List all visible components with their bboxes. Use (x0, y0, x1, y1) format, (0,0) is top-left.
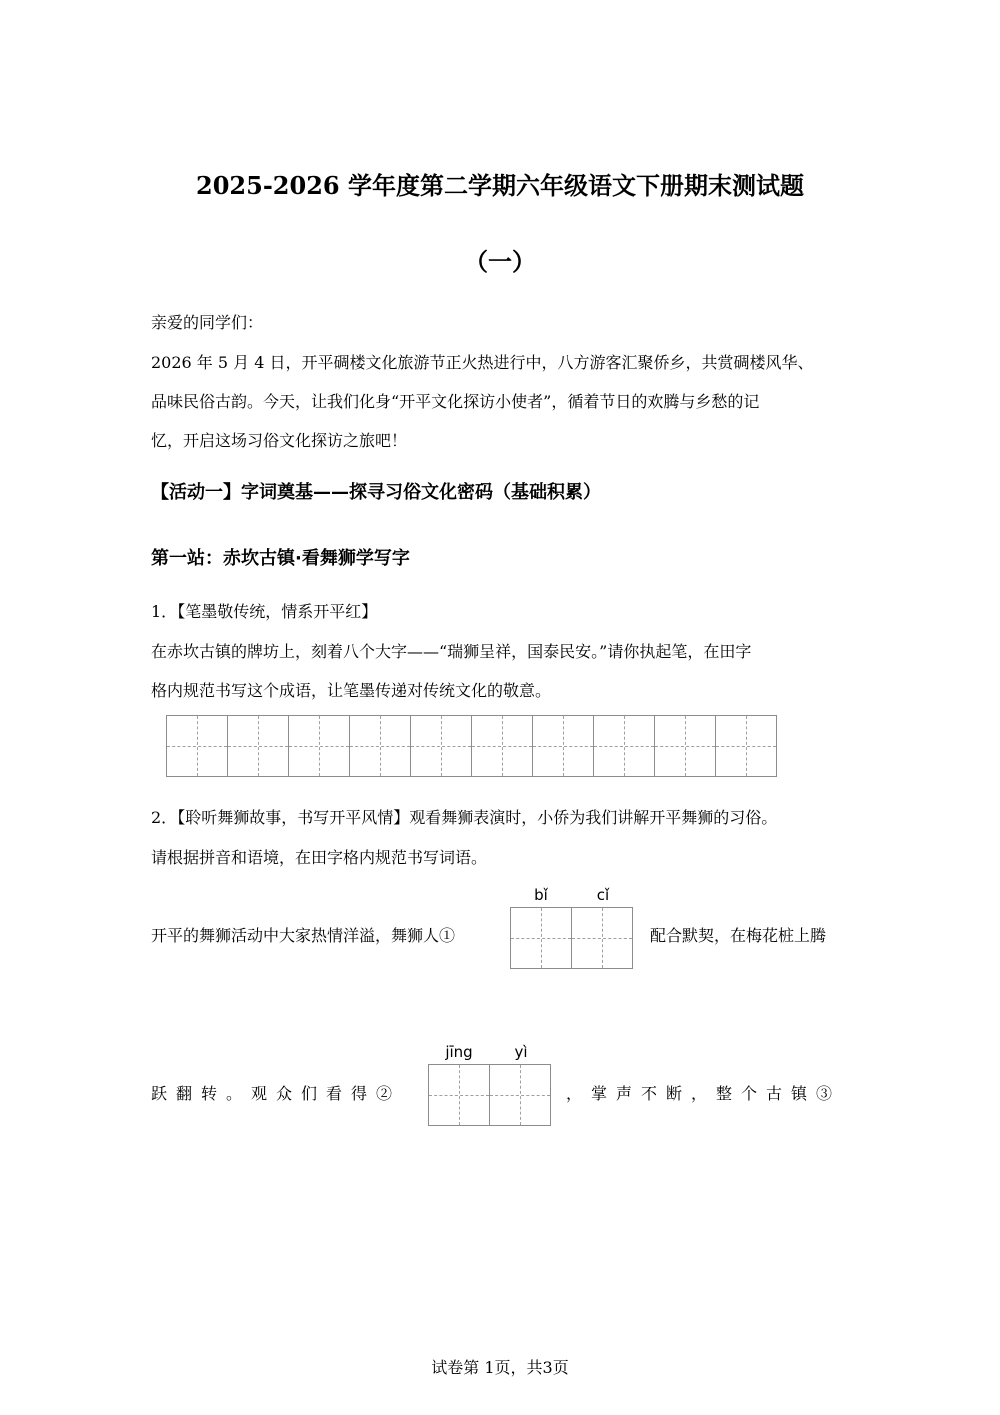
question-1-writing-grid[interactable] (166, 715, 777, 777)
page-footer: 试卷第 1页，共3页 (431, 1358, 569, 1377)
question-2-line-2: 请根据拼音和语境，在田字格内规范书写词语。 (151, 848, 488, 867)
page-title: 2025-2026 学年度第二学期六年级语文下册期末测试题 (196, 171, 804, 200)
intro-greeting: 亲爱的同学们： (151, 313, 264, 332)
sentence-1-before: 开平的舞狮活动中大家热情洋溢，舞狮人① (151, 926, 456, 945)
tianzige-cell[interactable] (472, 715, 533, 777)
activity-1-heading: 【活动一】字词奠基——探寻习俗文化密码（基础积累） (151, 482, 601, 503)
tianzige-cell[interactable] (533, 715, 594, 777)
question-2-line-1 (151, 807, 777, 829)
tianzige-cell[interactable] (289, 715, 350, 777)
intro-line-3: 忆，开启这场习俗文化探访之旅吧！ (151, 431, 408, 450)
tianzige-cell[interactable] (716, 715, 777, 777)
tianzige-cell[interactable] (511, 907, 572, 969)
tianzige-cell[interactable] (490, 1064, 551, 1126)
question-1-header (151, 601, 377, 623)
question-1-number: 1． (151, 602, 178, 621)
tianzige-cell[interactable] (350, 715, 411, 777)
question-2-text: 【聆听舞狮故事，书写开平风情】观看舞狮表演时，小侨为我们讲解开平舞狮的习俗。 (177, 808, 778, 827)
intro-line-2: 品味民俗古韵。今天，让我们化身“开平文化探访小使者”，循着节日的欢腾与乡愁的记 (151, 392, 760, 411)
tianzige-cell[interactable] (572, 907, 633, 969)
sentence-2-before: 跃翻转。观众们看得② (151, 1084, 402, 1103)
blank-2-writing-grid[interactable] (428, 1064, 551, 1126)
tianzige-cell[interactable] (411, 715, 472, 777)
intro-line-1: 2026 年 5 月 4 日，开平碉楼文化旅游节正火热进行中，八方游客汇聚侨乡，共赏碉楼风华、 (151, 353, 814, 372)
tianzige-cell[interactable] (228, 715, 289, 777)
blank-1-writing-grid[interactable] (510, 907, 633, 969)
sentence-2-after: ，掌声不断，整个古镇③ (566, 1084, 842, 1103)
question-1-line-2: 格内规范书写这个成语，让笔墨传递对传统文化的敬意。 (151, 681, 552, 700)
station-1-heading: 第一站：赤坎古镇·看舞狮学写字 (151, 548, 410, 569)
sentence-1-after: 配合默契，在梅花桩上腾 (650, 926, 827, 945)
tianzige-cell[interactable] (167, 715, 228, 777)
tianzige-cell[interactable] (429, 1064, 490, 1126)
tianzige-cell[interactable] (594, 715, 655, 777)
pinyin-label: jīng (445, 1043, 473, 1061)
pinyin-label: cǐ (596, 886, 610, 904)
tianzige-cell[interactable] (655, 715, 716, 777)
question-2-number: 2． (151, 808, 178, 827)
pinyin-label: bǐ (534, 886, 548, 904)
page-subtitle: （一） (464, 247, 536, 276)
question-1-tag: 【笔墨敬传统，情系开平红】 (177, 602, 378, 621)
pinyin-label: yì (514, 1043, 528, 1061)
question-1-line-1: 在赤坎古镇的牌坊上，刻着八个大字——“瑞狮呈祥，国泰民安。”请你执起笔，在田字 (151, 642, 752, 661)
